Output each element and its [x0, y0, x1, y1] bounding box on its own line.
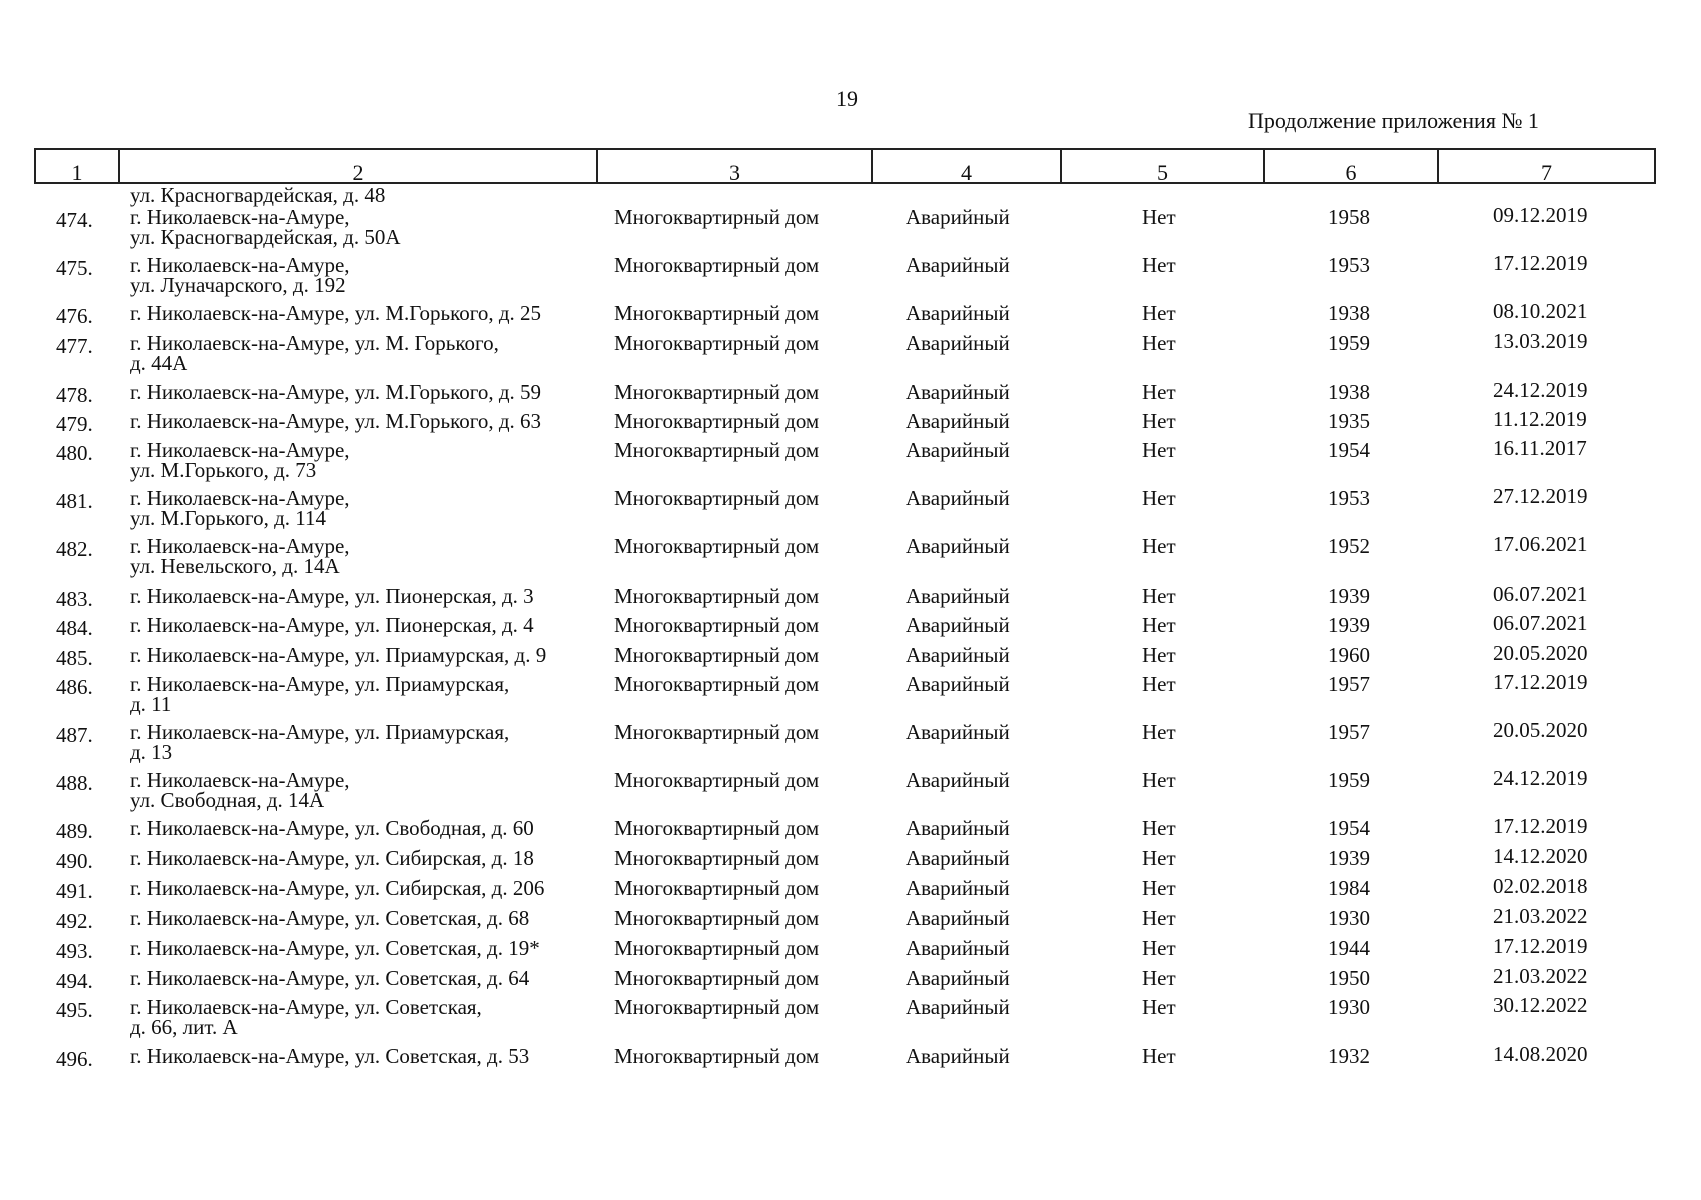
row-number: 495.	[56, 998, 93, 1022]
building-type: Многоквартирный дом	[614, 643, 820, 667]
address-cell	[130, 818, 534, 839]
address-line: г. Николаевск-на-Амуре, ул. Приамурская,	[130, 720, 510, 744]
recognition-date: 17.12.2019	[1493, 670, 1588, 694]
flag-value: Нет	[1142, 253, 1176, 277]
row-number: 475.	[56, 256, 93, 280]
flag-value: Нет	[1142, 936, 1176, 960]
row-number: 482.	[56, 537, 93, 561]
address-cell	[130, 411, 541, 432]
flag-value: Нет	[1142, 966, 1176, 990]
recognition-date: 17.12.2019	[1493, 251, 1588, 275]
building-status: Аварийный	[906, 253, 1010, 277]
flag-value: Нет	[1142, 816, 1176, 840]
build-year: 1960	[1328, 643, 1370, 667]
address-line: д. 44А	[130, 351, 188, 375]
building-type: Многоквартирный дом	[614, 409, 820, 433]
flag-value: Нет	[1142, 672, 1176, 696]
building-type: Многоквартирный дом	[614, 584, 820, 608]
building-status: Аварийный	[906, 995, 1010, 1019]
flag-value: Нет	[1142, 643, 1176, 667]
recognition-date: 13.03.2019	[1493, 329, 1588, 353]
header-cell-2: 2	[120, 150, 598, 182]
address-line: ул. Невельского, д. 14А	[130, 554, 340, 578]
address-line: г. Николаевск-на-Амуре,	[130, 205, 350, 229]
build-year: 1944	[1328, 936, 1370, 960]
row-number: 481.	[56, 489, 93, 513]
recognition-date: 30.12.2022	[1493, 993, 1588, 1017]
building-status: Аварийный	[906, 643, 1010, 667]
build-year: 1959	[1328, 768, 1370, 792]
address-line: г. Николаевск-на-Амуре,	[130, 534, 350, 558]
address-line: г. Николаевск-на-Амуре, ул. Пионерская, д. 4	[130, 613, 534, 637]
address-line: г. Николаевск-на-Амуре, ул. Советская, д. 64	[130, 966, 530, 990]
address-line: г. Николаевск-на-Амуре,	[130, 438, 350, 462]
row-number: 480.	[56, 441, 93, 465]
building-status: Аварийный	[906, 936, 1010, 960]
building-type: Многоквартирный дом	[614, 966, 820, 990]
building-status: Аварийный	[906, 331, 1010, 355]
recognition-date: 08.10.2021	[1493, 299, 1588, 323]
recognition-date: 17.06.2021	[1493, 532, 1588, 556]
address-cell	[130, 333, 499, 374]
build-year: 1939	[1328, 846, 1370, 870]
page-number: 19	[836, 86, 858, 111]
build-year: 1954	[1328, 438, 1370, 462]
building-status: Аварийный	[906, 846, 1010, 870]
row-number: 486.	[56, 675, 93, 699]
build-year: 1953	[1328, 253, 1370, 277]
build-year: 1953	[1328, 486, 1370, 510]
building-status: Аварийный	[906, 672, 1010, 696]
address-cell	[130, 674, 509, 715]
flag-value: Нет	[1142, 906, 1176, 930]
address-line: д. 11	[130, 692, 172, 716]
flag-value: Нет	[1142, 768, 1176, 792]
build-year: 1958	[1328, 205, 1370, 229]
build-year: 1952	[1328, 534, 1370, 558]
address-cell	[130, 878, 544, 899]
address-line: г. Николаевск-на-Амуре, ул. Советская,	[130, 995, 482, 1019]
row-number: 484.	[56, 616, 93, 640]
building-status: Аварийный	[906, 768, 1010, 792]
building-status: Аварийный	[906, 584, 1010, 608]
building-type: Многоквартирный дом	[614, 768, 820, 792]
row-number: 494.	[56, 969, 93, 993]
row-number: 496.	[56, 1047, 93, 1071]
address-cell	[130, 536, 350, 577]
building-type: Многоквартирный дом	[614, 936, 820, 960]
building-status: Аварийный	[906, 534, 1010, 558]
address-line: г. Николаевск-на-Амуре, ул. Приамурская,	[130, 672, 510, 696]
address-cell	[130, 908, 529, 929]
build-year: 1954	[1328, 816, 1370, 840]
address-line: г. Николаевск-на-Амуре, ул. Пионерская, д. 3	[130, 584, 534, 608]
building-type: Многоквартирный дом	[614, 205, 820, 229]
flag-value: Нет	[1142, 584, 1176, 608]
flag-value: Нет	[1142, 409, 1176, 433]
address-line: ул. М.Горького, д. 114	[130, 506, 326, 530]
recognition-date: 17.12.2019	[1493, 934, 1588, 958]
building-type: Многоквартирный дом	[614, 816, 820, 840]
address-line: ул. Свободная, д. 14А	[130, 788, 325, 812]
flag-value: Нет	[1142, 438, 1176, 462]
address-line: д. 13	[130, 740, 173, 764]
recognition-date: 14.12.2020	[1493, 844, 1588, 868]
recognition-date: 09.12.2019	[1493, 203, 1588, 227]
recognition-date: 02.02.2018	[1493, 874, 1588, 898]
build-year: 1957	[1328, 720, 1370, 744]
recognition-date: 24.12.2019	[1493, 378, 1588, 402]
header-cell-7: 7	[1541, 160, 1552, 185]
address-cell	[130, 770, 350, 811]
address-cell	[130, 303, 541, 324]
address-line: г. Николаевск-на-Амуре, ул. М. Горького,	[130, 331, 499, 355]
recognition-date: 11.12.2019	[1493, 407, 1587, 431]
flag-value: Нет	[1142, 331, 1176, 355]
building-status: Аварийный	[906, 1044, 1010, 1068]
building-type: Многоквартирный дом	[614, 672, 820, 696]
build-year: 1938	[1328, 380, 1370, 404]
row-number: 492.	[56, 909, 93, 933]
address-cell	[130, 997, 482, 1038]
address-cell	[130, 207, 401, 248]
row-number: 474.	[56, 208, 93, 232]
building-type: Многоквартирный дом	[614, 486, 820, 510]
flag-value: Нет	[1142, 613, 1176, 637]
flag-value: Нет	[1142, 846, 1176, 870]
address-line: г. Николаевск-на-Амуре, ул. Советская, д. 53	[130, 1044, 530, 1068]
header-cell-6: 6	[1265, 150, 1439, 182]
address-line: г. Николаевск-на-Амуре, ул. Сибирская, д. 206	[130, 876, 545, 900]
address-line: г. Николаевск-на-Амуре, ул. Свободная, д. 60	[130, 816, 534, 840]
address-line: г. Николаевск-на-Амуре, ул. М.Горького, д. 59	[130, 380, 542, 404]
continuation-line: ул. Красногвардейская, д. 48	[130, 183, 386, 207]
flag-value: Нет	[1142, 995, 1176, 1019]
address-cell	[130, 1046, 529, 1067]
building-type: Многоквартирный дом	[614, 331, 820, 355]
row-number: 476.	[56, 304, 93, 328]
address-cell	[130, 848, 534, 869]
row-number: 490.	[56, 849, 93, 873]
address-cell	[130, 968, 529, 989]
building-type: Многоквартирный дом	[614, 253, 820, 277]
building-status: Аварийный	[906, 966, 1010, 990]
flag-value: Нет	[1142, 205, 1176, 229]
address-cell	[130, 488, 350, 529]
row-number: 483.	[56, 587, 93, 611]
build-year: 1957	[1328, 672, 1370, 696]
build-year: 1935	[1328, 409, 1370, 433]
building-type: Многоквартирный дом	[614, 876, 820, 900]
building-status: Аварийный	[906, 409, 1010, 433]
recognition-date: 06.07.2021	[1493, 582, 1588, 606]
address-line: г. Николаевск-на-Амуре,	[130, 768, 350, 792]
address-cell	[130, 722, 509, 763]
building-type: Многоквартирный дом	[614, 438, 820, 462]
header-cell-3: 3	[598, 150, 873, 182]
header-cell-4: 4	[873, 150, 1062, 182]
address-line: ул. Красногвардейская, д. 50А	[130, 225, 401, 249]
address-cell	[130, 382, 541, 403]
row-number: 477.	[56, 334, 93, 358]
build-year: 1959	[1328, 331, 1370, 355]
recognition-date: 20.05.2020	[1493, 641, 1588, 665]
recognition-date: 16.11.2017	[1493, 436, 1587, 460]
row-number: 488.	[56, 771, 93, 795]
row-number: 485.	[56, 646, 93, 670]
address-line: г. Николаевск-на-Амуре, ул. Советская, д. 68	[130, 906, 530, 930]
building-type: Многоквартирный дом	[614, 720, 820, 744]
building-type: Многоквартирный дом	[614, 995, 820, 1019]
row-number: 479.	[56, 412, 93, 436]
recognition-date: 24.12.2019	[1493, 766, 1588, 790]
build-year: 1930	[1328, 995, 1370, 1019]
row-number: 489.	[56, 819, 93, 843]
header-cell-1: 1	[36, 150, 120, 182]
row-number: 491.	[56, 879, 93, 903]
build-year: 1938	[1328, 301, 1370, 325]
flag-value: Нет	[1142, 720, 1176, 744]
address-line: ул. М.Горького, д. 73	[130, 458, 317, 482]
build-year: 1932	[1328, 1044, 1370, 1068]
building-status: Аварийный	[906, 613, 1010, 637]
building-type: Многоквартирный дом	[614, 906, 820, 930]
flag-value: Нет	[1142, 380, 1176, 404]
flag-value: Нет	[1142, 301, 1176, 325]
building-type: Многоквартирный дом	[614, 534, 820, 558]
recognition-date: 21.03.2022	[1493, 904, 1588, 928]
address-line: г. Николаевск-на-Амуре, ул. М.Горького, д. 25	[130, 301, 542, 325]
header-cell-5: 5	[1062, 150, 1265, 182]
recognition-date: 21.03.2022	[1493, 964, 1588, 988]
address-line: ул. Луначарского, д. 192	[130, 273, 346, 297]
build-year: 1984	[1328, 876, 1370, 900]
building-type: Многоквартирный дом	[614, 846, 820, 870]
row-number: 487.	[56, 723, 93, 747]
building-status: Аварийный	[906, 301, 1010, 325]
row-number: 493.	[56, 939, 93, 963]
address-cell	[130, 255, 350, 296]
building-status: Аварийный	[906, 816, 1010, 840]
address-line: г. Николаевск-на-Амуре, ул. М.Горького, д. 63	[130, 409, 542, 433]
build-year: 1930	[1328, 906, 1370, 930]
recognition-date: 27.12.2019	[1493, 484, 1588, 508]
building-type: Многоквартирный дом	[614, 380, 820, 404]
recognition-date: 06.07.2021	[1493, 611, 1588, 635]
building-status: Аварийный	[906, 720, 1010, 744]
building-status: Аварийный	[906, 876, 1010, 900]
recognition-date: 20.05.2020	[1493, 718, 1588, 742]
address-line: г. Николаевск-на-Амуре,	[130, 486, 350, 510]
build-year: 1950	[1328, 966, 1370, 990]
row-number: 478.	[56, 383, 93, 407]
building-status: Аварийный	[906, 380, 1010, 404]
building-type: Многоквартирный дом	[614, 1044, 820, 1068]
address-line: г. Николаевск-на-Амуре,	[130, 253, 350, 277]
address-cell	[130, 440, 350, 481]
flag-value: Нет	[1142, 534, 1176, 558]
address-line: д. 66, лит. А	[130, 1015, 238, 1039]
building-type: Многоквартирный дом	[614, 301, 820, 325]
appendix-note: Продолжение приложения № 1	[1248, 108, 1539, 133]
address-cell	[130, 615, 534, 636]
flag-value: Нет	[1142, 486, 1176, 510]
flag-value: Нет	[1142, 1044, 1176, 1068]
build-year: 1939	[1328, 613, 1370, 637]
building-status: Аварийный	[906, 205, 1010, 229]
address-cell	[130, 938, 540, 959]
address-cell	[130, 645, 546, 666]
address-cell	[130, 586, 534, 607]
address-line: г. Николаевск-на-Амуре, ул. Приамурская, д. 9	[130, 643, 547, 667]
build-year: 1939	[1328, 584, 1370, 608]
building-type: Многоквартирный дом	[614, 613, 820, 637]
address-line: г. Николаевск-на-Амуре, ул. Советская, д. 19*	[130, 936, 540, 960]
building-status: Аварийный	[906, 438, 1010, 462]
flag-value: Нет	[1142, 876, 1176, 900]
address-line: г. Николаевск-на-Амуре, ул. Сибирская, д. 18	[130, 846, 534, 870]
recognition-date: 17.12.2019	[1493, 814, 1588, 838]
building-status: Аварийный	[906, 486, 1010, 510]
recognition-date: 14.08.2020	[1493, 1042, 1588, 1066]
building-status: Аварийный	[906, 906, 1010, 930]
